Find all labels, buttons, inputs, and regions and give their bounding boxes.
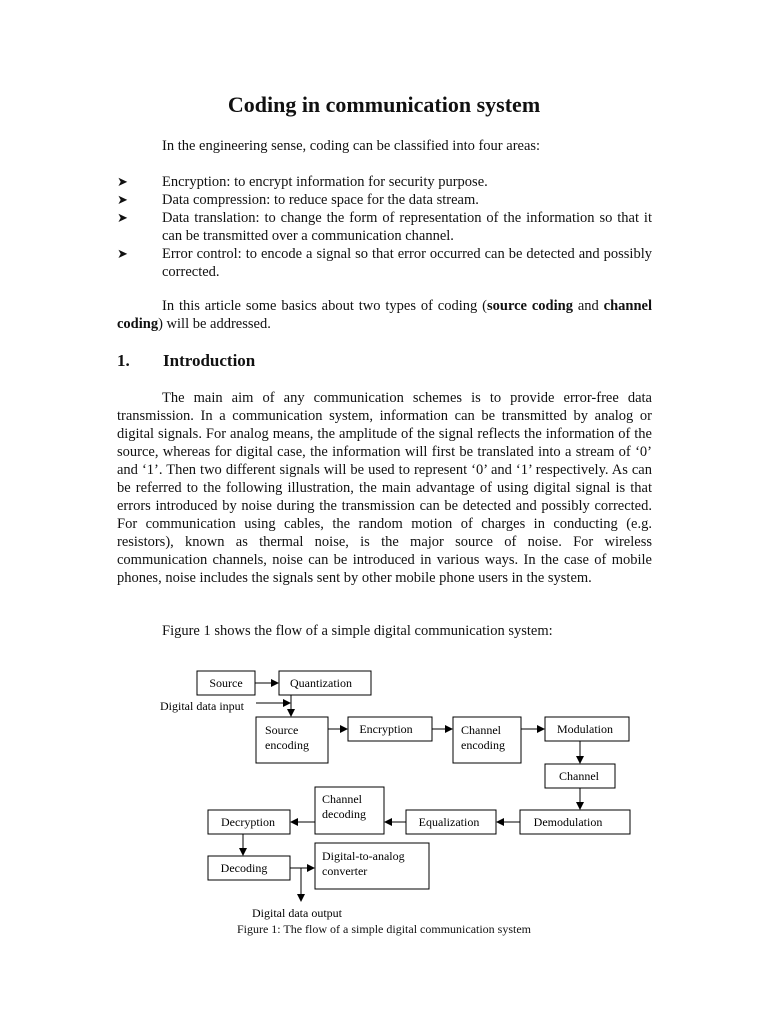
dac-label: converter xyxy=(322,864,368,878)
digital-input-label: Digital data input xyxy=(160,699,244,713)
decryption-label: Decryption xyxy=(221,815,275,829)
section-number: 1. xyxy=(117,351,130,370)
source-label: Source xyxy=(209,676,243,690)
arrowhead-bullet-icon: ➤ xyxy=(117,246,128,261)
encryption-label: Encryption xyxy=(359,722,413,736)
paragraph-introduction: The main aim of any communication schemes is to provide error-free data transmission. In a communication system, information can be transmitted by analog or digital signals. For analog means, the amplitude of the signal reflects the information of the source, whereas for digital case, the information will first be translated into a stream of ‘0’ and ‘1’. Then two different signals will be used to represent ‘0’ and ‘1’ respectively. As can be referred to the following illustration, the main advantage of using digital signal is that errors introduced by noise during the transmission can be detected and possibly corrected. For communication using cables, the random motion of charges in conducting (e.g. resistors), known as thermal noise, is the major source of noise. For wireless communication channels, noise can be introduced in various ways. In the case of mobile phones, noise includes the signals sent by other mobile phone users in the system. xyxy=(117,390,652,586)
page-title: Coding in communication system xyxy=(227,92,541,117)
quantization-label: Quantization xyxy=(290,676,352,690)
arrowhead-bullet-icon: ➤ xyxy=(117,192,128,207)
arrowhead-bullet-icon: ➤ xyxy=(117,210,128,225)
list-item-text: Data translation: to change the form of representation of the information so that it can be transmitted over a communication channel. xyxy=(162,210,652,244)
dac-label: Digital-to-analog xyxy=(322,849,405,863)
demodulation-label: Demodulation xyxy=(533,815,603,829)
paragraph-figure-reference: Figure 1 shows the flow of a simple digital communication system: xyxy=(162,623,553,639)
term-channel-coding: channel coding xyxy=(117,298,652,332)
equalization-label: Equalization xyxy=(418,815,480,829)
source-encoding-label: Source xyxy=(265,723,299,737)
section-title: Introduction xyxy=(163,351,256,370)
list-item-text: Encryption: to encrypt information for security purpose. xyxy=(162,174,488,190)
modulation-label: Modulation xyxy=(557,722,613,736)
channel-encoding-label: encoding xyxy=(461,738,505,752)
digital-output-label: Digital data output xyxy=(252,906,342,920)
paragraph-coding-types: In this article some basics about two types of coding (source coding and channel coding) will be addressed. xyxy=(117,298,652,332)
channel-encoding-label: Channel xyxy=(461,723,501,737)
list-item-text: Error control: to encode a signal so that error occurred can be detected and possibly corrected. xyxy=(162,246,652,280)
figure-caption: Figure 1: The flow of a simple digital communication system xyxy=(236,922,532,936)
arrowhead-bullet-icon: ➤ xyxy=(117,174,128,189)
channel-label: Channel xyxy=(559,769,599,783)
decoding-label: Decoding xyxy=(220,861,268,875)
intro-text: In the engineering sense, coding can be classified into four areas: xyxy=(162,138,541,154)
channel-decoding-label: Channel xyxy=(322,792,362,806)
channel-decoding-label: decoding xyxy=(322,807,366,821)
source-encoding-label: encoding xyxy=(265,738,309,752)
term-source-coding: source coding xyxy=(486,298,573,314)
list-item-text: Data compression: to reduce space for the data stream. xyxy=(162,192,479,208)
